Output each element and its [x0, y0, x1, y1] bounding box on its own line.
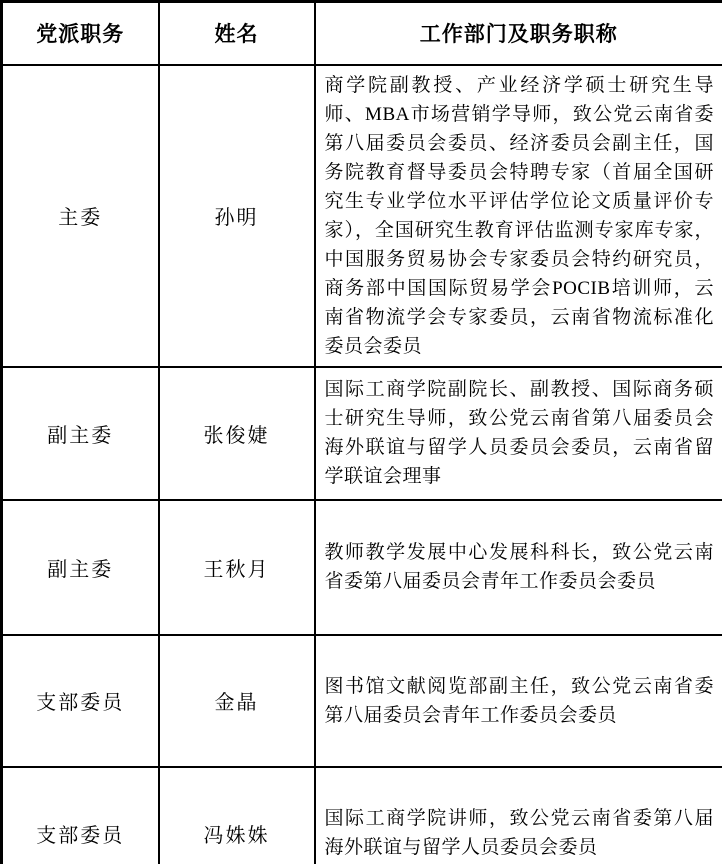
description-cell: 商学院副教授、产业经济学硕士研究生导师、MBA市场营销学导师，致公党云南省委第八届委员会委员、经济委员会副主任，国务院教育督导委员会特聘专家（首届全国研究生专业学位水平评估学位论文质量评价专家），全国研究生教育评估监测专家库专家，中国服务贸易协会专家委员会特约研究员，商务部中国国际贸易学会POCIB培训师，云南省物流学会专家委员，云南省物流标准化委员会委员 [315, 65, 722, 367]
table-row [2, 367, 722, 500]
position-cell: 主委 [2, 65, 159, 367]
name-cell: 金晶 [159, 635, 315, 767]
name-cell: 张俊婕 [159, 367, 315, 500]
header-row [2, 2, 722, 65]
table-row [2, 635, 722, 767]
header-department-title: 工作部门及职务职称 [315, 2, 722, 65]
position-cell: 支部委员 [2, 635, 159, 767]
table-row [2, 65, 722, 367]
table-row [2, 767, 722, 864]
header-party-position: 党派职务 [2, 2, 159, 65]
name-cell: 孙明 [159, 65, 315, 367]
position-cell: 副主委 [2, 367, 159, 500]
name-cell: 冯姝姝 [159, 767, 315, 864]
description-cell: 国际工商学院副院长、副教授、国际商务硕士研究生导师，致公党云南省第八届委员会海外联谊与留学人员委员会委员，云南省留学联谊会理事 [315, 367, 722, 500]
name-cell: 王秋月 [159, 500, 315, 635]
position-cell: 支部委员 [2, 767, 159, 864]
position-cell: 副主委 [2, 500, 159, 635]
description-cell: 教师教学发展中心发展科科长，致公党云南省委第八届委员会青年工作委员会委员 [315, 500, 722, 635]
header-name: 姓名 [159, 2, 315, 65]
description-cell: 图书馆文献阅览部副主任，致公党云南省委第八届委员会青年工作委员会委员 [315, 635, 722, 767]
description-cell: 国际工商学院讲师，致公党云南省委第八届海外联谊与留学人员委员会委员 [315, 767, 722, 864]
table-row [2, 500, 722, 635]
